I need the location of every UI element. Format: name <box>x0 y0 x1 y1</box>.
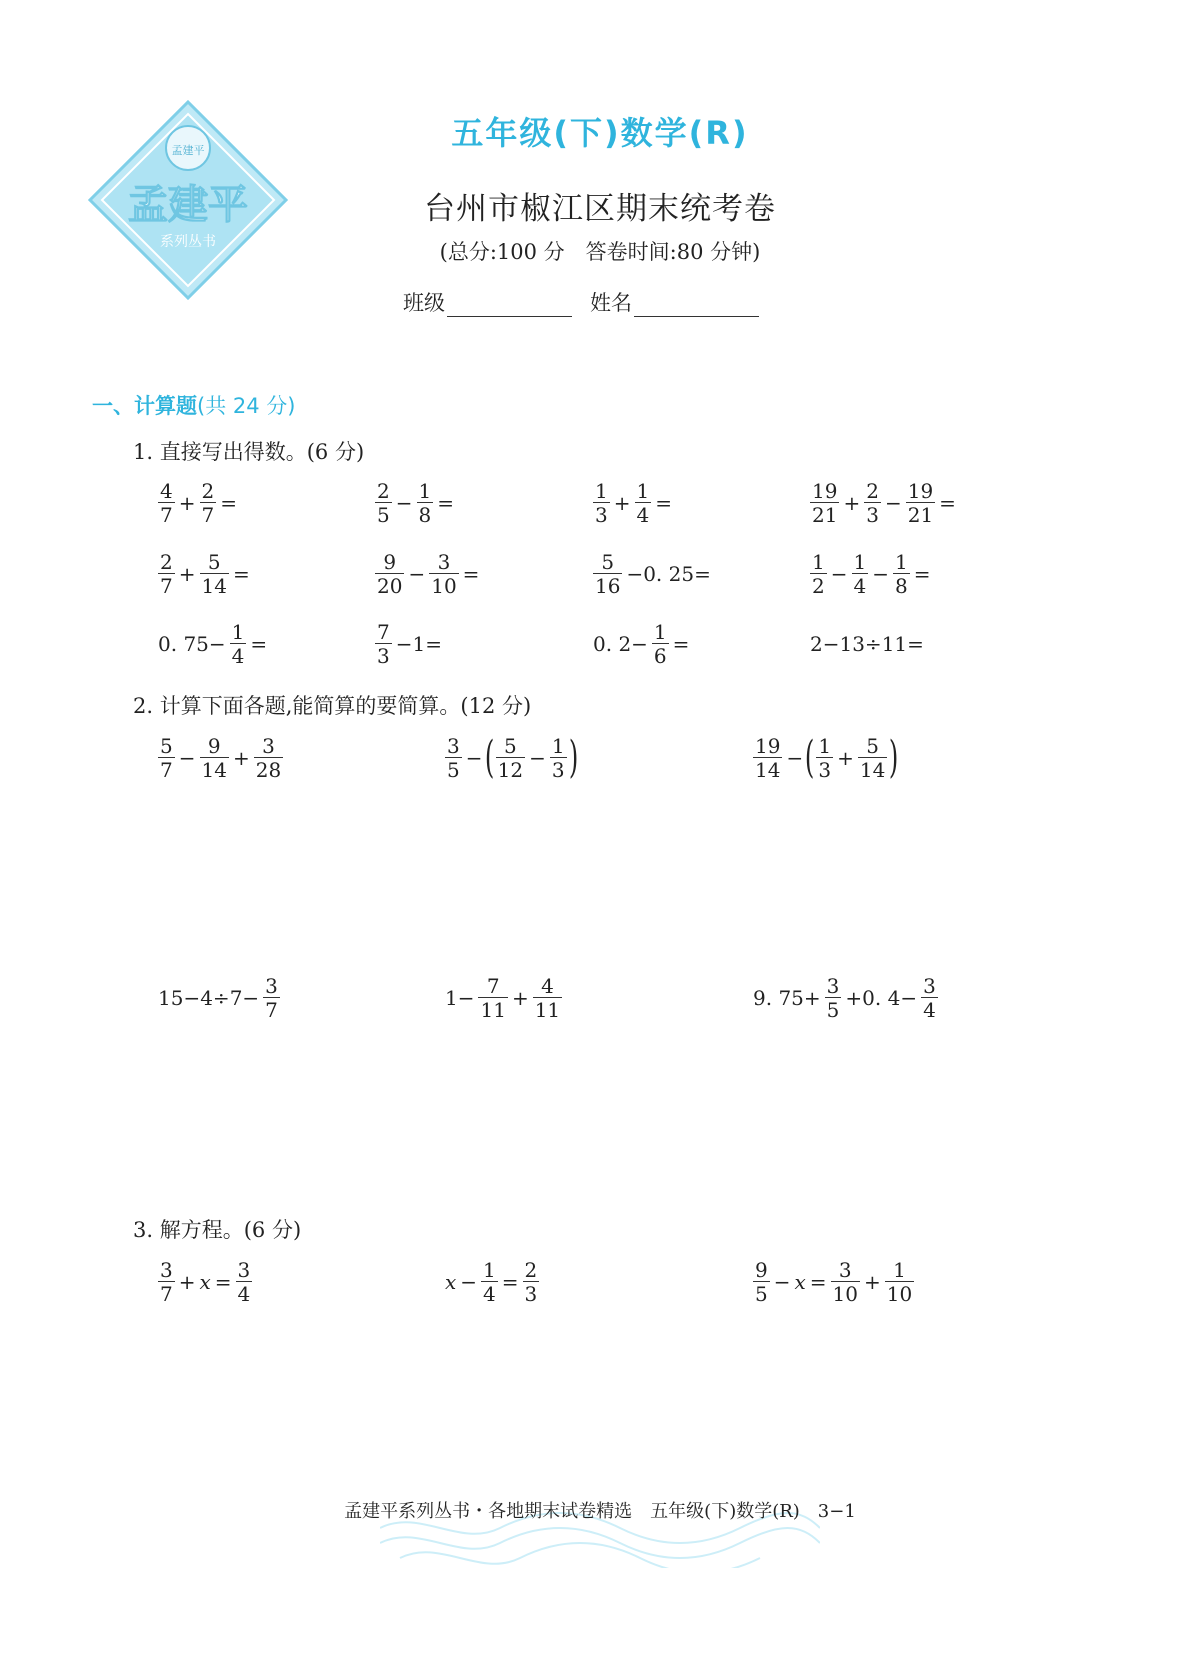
numerator: 9 <box>383 550 397 574</box>
math-text: = <box>437 491 454 515</box>
fraction <box>858 736 887 780</box>
math-text: − <box>786 746 804 770</box>
fraction <box>158 1260 175 1304</box>
denominator: 5 <box>447 758 460 782</box>
denominator: 4 <box>483 1282 496 1306</box>
parenthesis: ) <box>568 732 578 783</box>
denominator: 12 <box>497 758 524 782</box>
q1-item <box>591 481 674 525</box>
math-text: + <box>843 491 861 515</box>
fraction <box>652 622 669 666</box>
parenthesis: ) <box>889 732 899 783</box>
denominator: 6 <box>653 644 667 668</box>
denominator: 7 <box>160 574 173 598</box>
fraction <box>496 736 525 780</box>
fraction <box>200 481 217 525</box>
fraction <box>852 552 869 596</box>
math-text: 9. 75+ <box>753 986 821 1010</box>
numerator: 3 <box>160 1258 173 1282</box>
fraction <box>200 736 229 780</box>
numerator: 2 <box>524 1258 538 1282</box>
numerator: 4 <box>541 974 554 998</box>
name-blank[interactable] <box>634 296 759 317</box>
section-points: (共 24 分) <box>197 394 296 418</box>
math-text: 2−13÷11= <box>810 632 924 656</box>
q3-item <box>443 1260 541 1304</box>
denominator: 4 <box>636 503 650 527</box>
fraction <box>200 552 229 596</box>
math-text: + <box>613 491 631 515</box>
numerator: 3 <box>262 734 275 758</box>
class-blank[interactable] <box>447 296 572 317</box>
numerator: 1 <box>551 734 565 758</box>
fraction <box>831 1260 860 1304</box>
math-text: + <box>511 986 529 1010</box>
numerator: 2 <box>160 550 173 574</box>
numerator: 1 <box>636 479 650 503</box>
question-3-heading: 3. 解方程。(6 分) <box>133 1218 302 1242</box>
math-text: = <box>655 491 672 515</box>
denominator: 2 <box>812 574 825 598</box>
fraction <box>445 736 462 780</box>
numerator: 1 <box>818 734 832 758</box>
math-text: + <box>864 1270 881 1294</box>
question-1-heading: 1. 直接写出得数。(6 分) <box>133 440 365 464</box>
denominator: 3 <box>524 1282 538 1306</box>
denominator: 10 <box>431 574 457 598</box>
fraction <box>593 481 610 525</box>
math-text: = <box>232 562 250 586</box>
fraction <box>523 1260 540 1304</box>
denominator: 7 <box>160 1282 173 1306</box>
math-text: − <box>408 562 426 586</box>
numerator: 19 <box>755 734 781 758</box>
q2-item <box>443 976 564 1020</box>
fraction <box>921 976 938 1020</box>
q1-item <box>591 622 691 666</box>
denominator: 4 <box>237 1282 251 1306</box>
fraction <box>158 736 175 780</box>
math-text: = <box>250 632 268 656</box>
numerator: 9 <box>755 1258 768 1282</box>
fraction <box>825 976 842 1020</box>
q1-item <box>373 481 456 525</box>
q1-item <box>373 552 481 596</box>
q1-item <box>808 481 958 525</box>
numerator: 1 <box>483 1258 496 1282</box>
fraction <box>263 976 280 1020</box>
variable: x <box>445 1270 457 1294</box>
math-text: − <box>529 746 546 770</box>
parenthesis: ( <box>484 732 494 783</box>
denominator: 3 <box>595 503 608 527</box>
numerator: 5 <box>160 734 173 758</box>
math-text: = <box>809 1270 827 1294</box>
fraction <box>906 481 935 525</box>
math-text: + <box>232 746 250 770</box>
numerator: 2 <box>377 479 390 503</box>
q3-item <box>751 1260 916 1304</box>
fraction <box>375 552 404 596</box>
math-text: = <box>220 491 237 515</box>
fraction <box>753 1260 770 1304</box>
numerator: 1 <box>418 479 432 503</box>
numerator: 1 <box>812 550 825 574</box>
denominator: 10 <box>832 1282 858 1306</box>
denominator: 28 <box>255 758 282 782</box>
denominator: 5 <box>377 503 390 527</box>
fraction <box>254 736 283 780</box>
fraction <box>375 622 392 666</box>
name-field[interactable] <box>590 287 759 317</box>
numerator: 2 <box>201 479 215 503</box>
numerator: 3 <box>826 974 840 998</box>
denominator: 16 <box>595 574 621 598</box>
fraction <box>478 976 507 1020</box>
denominator: 4 <box>923 998 936 1022</box>
denominator: 7 <box>160 758 173 782</box>
q2-item <box>443 732 578 783</box>
numerator: 5 <box>866 734 879 758</box>
fraction <box>864 481 881 525</box>
denominator: 8 <box>418 503 432 527</box>
q2-item <box>751 976 940 1020</box>
numerator: 1 <box>853 550 867 574</box>
denominator: 11 <box>480 998 506 1022</box>
q2-item <box>751 732 899 783</box>
numerator: 2 <box>866 479 879 503</box>
svg-text:系列丛书: 系列丛书 <box>160 234 216 250</box>
numerator: 3 <box>838 1258 852 1282</box>
numerator: 3 <box>265 974 278 998</box>
fraction <box>481 1260 498 1304</box>
numerator: 4 <box>160 479 173 503</box>
page-footer: 孟建平系列丛书・各地期末试卷精选 五年级(下)数学(R) 3−1 <box>344 1501 856 1522</box>
fraction <box>236 1260 253 1304</box>
q1-item <box>156 481 239 525</box>
math-text: + <box>178 562 196 586</box>
fraction <box>158 552 175 596</box>
denominator: 7 <box>265 998 278 1022</box>
numerator: 1 <box>893 1258 906 1282</box>
denominator: 3 <box>377 644 390 668</box>
denominator: 14 <box>201 574 227 598</box>
fraction <box>893 552 910 596</box>
math-text: + <box>178 491 196 515</box>
q2-item <box>156 976 282 1020</box>
svg-text:孟建平: 孟建平 <box>128 182 248 228</box>
q3-item <box>156 1260 254 1304</box>
subject-title: 五年级(下)数学(R) <box>451 114 749 152</box>
section-label: 一、计算题 <box>92 394 197 418</box>
denominator: 10 <box>886 1282 913 1306</box>
denominator: 8 <box>895 574 908 598</box>
numerator: 1 <box>595 479 608 503</box>
math-text: − <box>884 491 902 515</box>
math-text: +0. 4− <box>845 986 918 1010</box>
q2-item <box>156 736 285 780</box>
fraction <box>550 736 567 780</box>
denominator: 14 <box>755 758 781 782</box>
math-text: 0. 75− <box>158 632 226 656</box>
math-text: −1= <box>395 632 442 656</box>
name-label: 姓名 <box>590 291 632 315</box>
svg-text:孟建平: 孟建平 <box>171 144 205 157</box>
denominator: 20 <box>377 574 403 598</box>
numerator: 5 <box>601 550 615 574</box>
fraction <box>375 481 392 525</box>
denominator: 14 <box>201 758 227 782</box>
numerator: 3 <box>923 974 936 998</box>
denominator: 21 <box>907 503 934 527</box>
numerator: 7 <box>377 620 390 644</box>
math-text: = <box>913 562 931 586</box>
fraction <box>753 736 782 780</box>
math-text: = <box>939 491 956 515</box>
denominator: 3 <box>818 758 832 782</box>
math-text: = <box>501 1270 519 1294</box>
math-text: + <box>178 1270 196 1294</box>
numerator: 1 <box>231 620 245 644</box>
class-field[interactable] <box>403 287 572 317</box>
denominator: 5 <box>755 1282 768 1306</box>
denominator: 3 <box>866 503 879 527</box>
fraction <box>810 481 839 525</box>
denominator: 11 <box>534 998 561 1022</box>
question-2-heading: 2. 计算下面各题,能简算的要简算。(12 分) <box>133 694 532 718</box>
exam-title: 台州市椒江区期末统考卷 <box>424 191 776 227</box>
numerator: 19 <box>907 479 934 503</box>
q1-item <box>156 552 252 596</box>
numerator: 5 <box>207 550 221 574</box>
math-text: − <box>830 562 848 586</box>
fraction <box>533 976 562 1020</box>
numerator: 19 <box>812 479 838 503</box>
math-text: −0. 25= <box>626 562 711 586</box>
numerator: 1 <box>895 550 908 574</box>
denominator: 4 <box>853 574 867 598</box>
variable: x <box>794 1270 806 1294</box>
numerator: 9 <box>207 734 221 758</box>
math-text: − <box>460 1270 478 1294</box>
exam-info: (总分:100 分 答卷时间:80 分钟) <box>439 240 761 264</box>
math-text: 15−4÷7− <box>158 986 260 1010</box>
math-text: = <box>462 562 480 586</box>
math-text: − <box>178 746 196 770</box>
math-text: + <box>837 746 854 770</box>
q1-item <box>591 552 713 596</box>
numerator: 3 <box>237 1258 251 1282</box>
numerator: 7 <box>486 974 500 998</box>
fraction <box>417 481 434 525</box>
section-heading <box>92 390 295 420</box>
denominator: 4 <box>231 644 245 668</box>
numerator: 1 <box>653 620 667 644</box>
numerator: 3 <box>437 550 451 574</box>
fraction <box>230 622 247 666</box>
math-text: 0. 2− <box>593 632 648 656</box>
fraction <box>885 1260 914 1304</box>
math-text: − <box>395 491 413 515</box>
fraction <box>593 552 622 596</box>
fraction <box>816 736 833 780</box>
numerator: 3 <box>447 734 460 758</box>
q1-item <box>808 634 926 654</box>
denominator: 3 <box>551 758 565 782</box>
denominator: 21 <box>812 503 838 527</box>
fraction <box>158 481 175 525</box>
math-text: − <box>773 1270 791 1294</box>
variable: x <box>199 1270 211 1294</box>
denominator: 14 <box>859 758 886 782</box>
fraction <box>810 552 827 596</box>
math-text: − <box>465 746 483 770</box>
class-label: 班级 <box>403 291 445 315</box>
q1-item <box>808 552 933 596</box>
math-text: − <box>872 562 889 586</box>
parenthesis: ( <box>805 732 815 783</box>
fraction <box>635 481 652 525</box>
numerator: 5 <box>504 734 517 758</box>
math-text: = <box>214 1270 232 1294</box>
denominator: 5 <box>826 998 840 1022</box>
q1-item <box>156 622 269 666</box>
denominator: 7 <box>160 503 173 527</box>
math-text: 1− <box>445 986 475 1010</box>
denominator: 7 <box>201 503 215 527</box>
q1-item <box>373 622 444 666</box>
fraction <box>429 552 458 596</box>
math-text: = <box>672 632 690 656</box>
